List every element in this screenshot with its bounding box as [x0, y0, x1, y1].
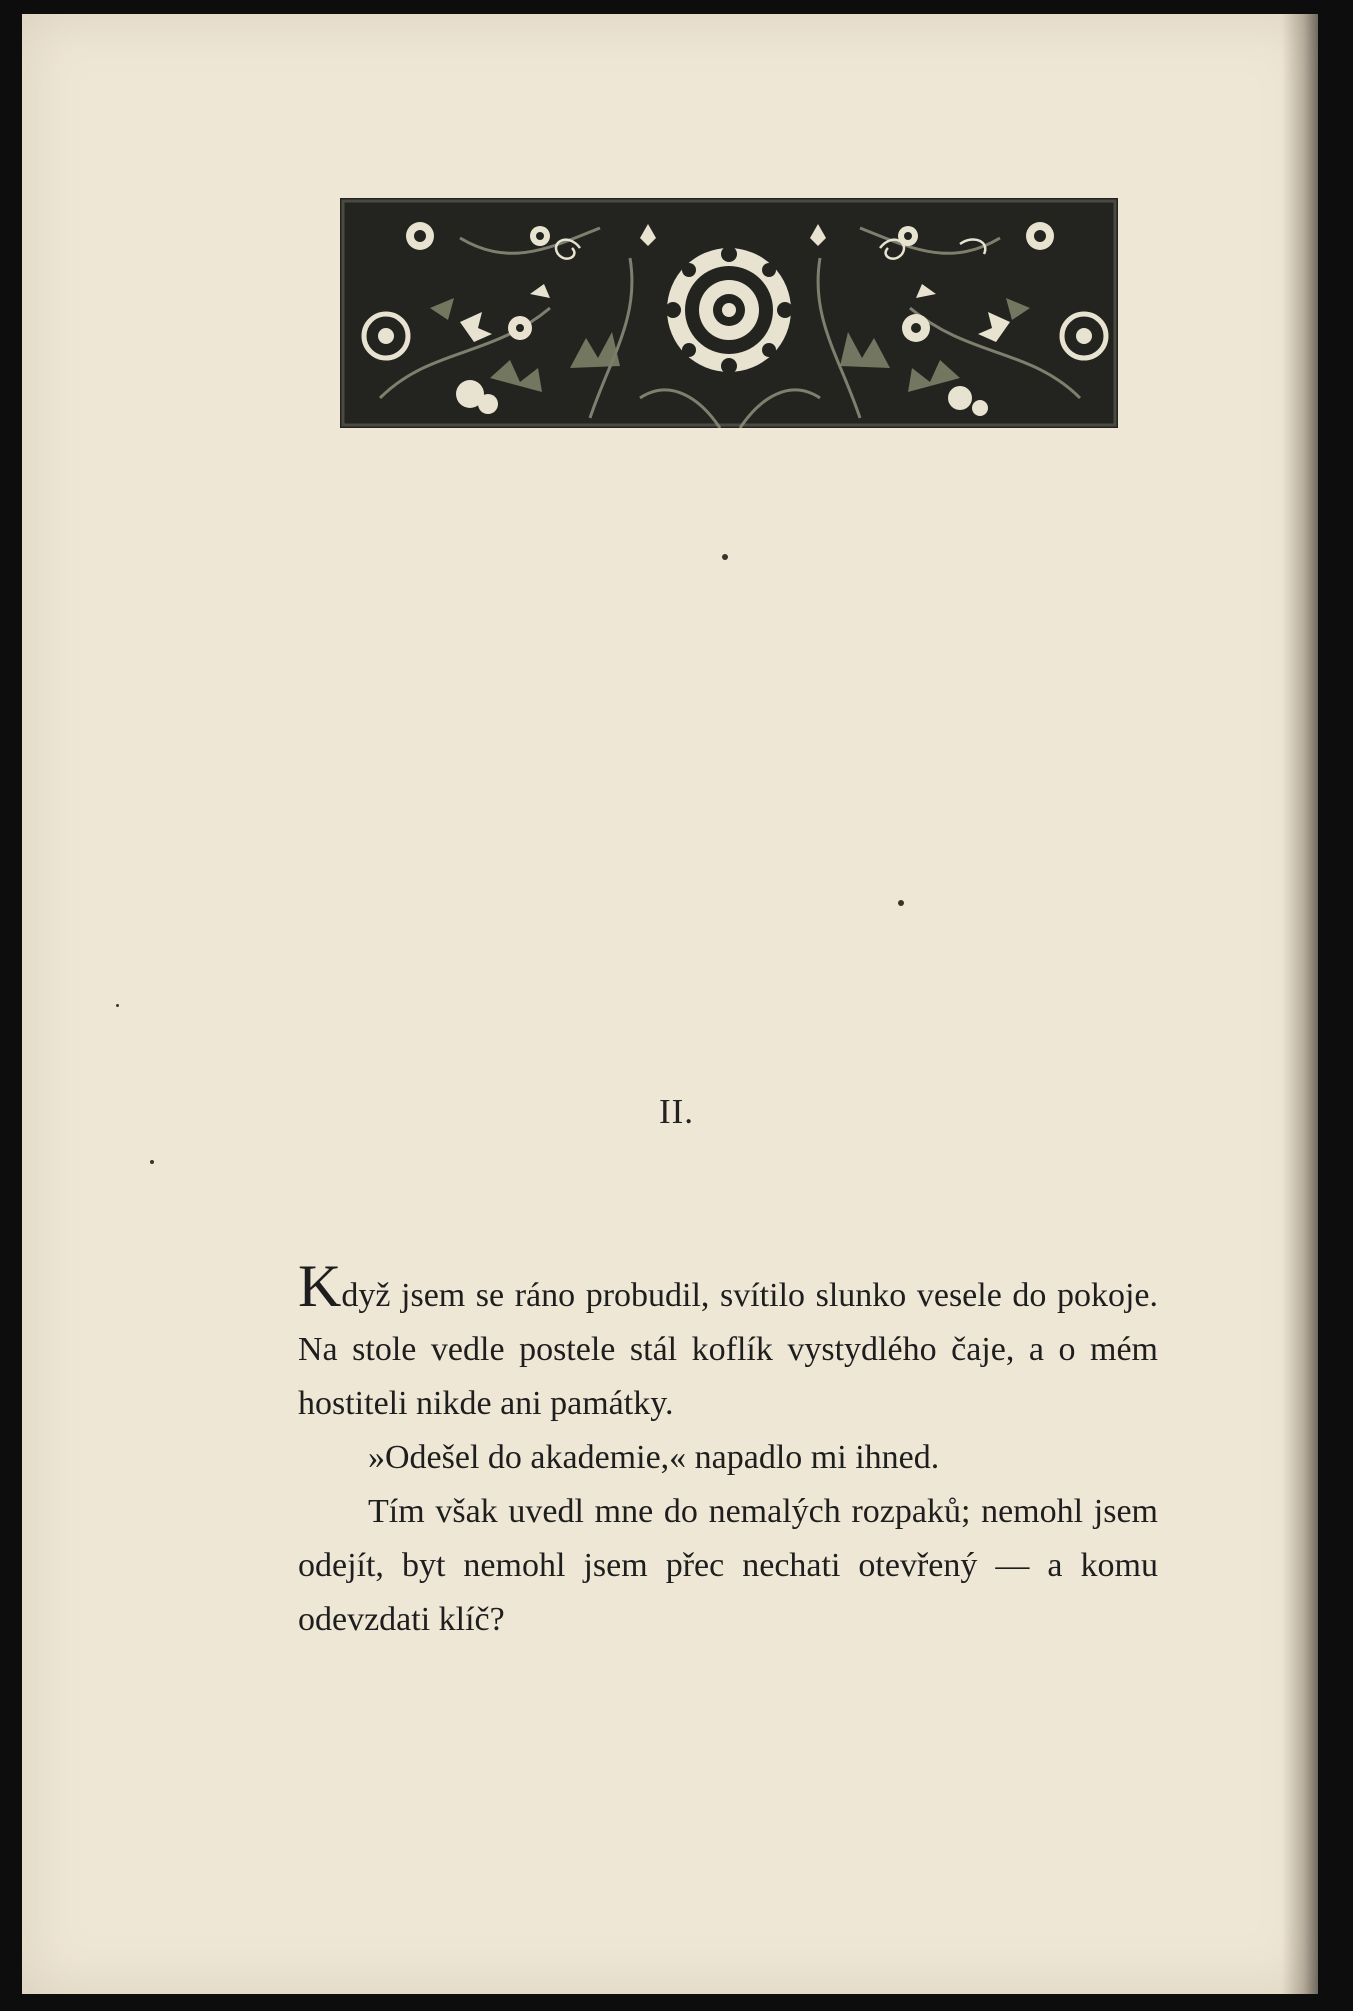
chapter-number: II. — [658, 1092, 695, 1131]
page-gutter-shadow — [1282, 14, 1318, 1994]
floral-ornament-headpiece-icon — [340, 198, 1118, 428]
paragraph: Tím však uvedl mne do nemalých rozpaků; nemohl jsem odejít, byt nemohl jsem přec nechati otevřený — a komu odevzdati klíč? — [298, 1493, 1158, 1638]
paragraph: »Odešel do akademie,« napadlo mi ihned. — [368, 1439, 940, 1476]
paragraph-text: dyž jsem se ráno probudil, svítilo slunko vesele do pokoje. Na stole vedle postele stál koflík vystydlého čaje, a o mém hostiteli nikde ani památky. — [298, 1277, 1158, 1422]
body-text — [298, 1253, 1158, 1647]
paper-fleck — [150, 1160, 154, 1164]
book-page — [22, 14, 1318, 1994]
paper-fleck — [898, 900, 904, 906]
paragraph — [298, 1253, 1158, 1431]
central-rosette — [665, 246, 793, 374]
paper-fleck — [116, 1004, 119, 1007]
paper-fleck — [722, 554, 728, 560]
initial-letter: K — [298, 1253, 342, 1319]
